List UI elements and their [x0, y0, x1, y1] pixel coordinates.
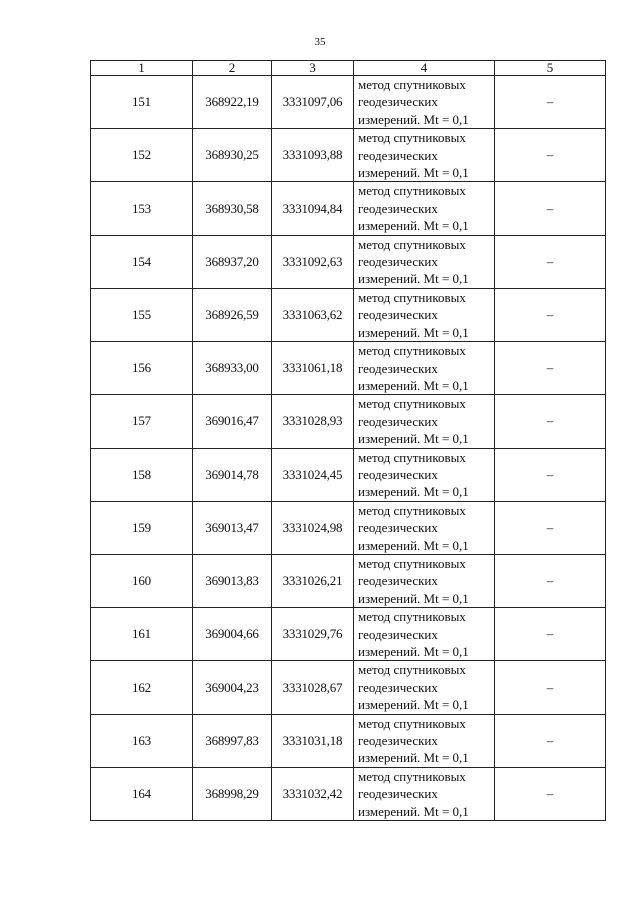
method-line: метод спутниковых — [358, 715, 466, 731]
y-coordinate-cell: 3331028,93 — [272, 395, 354, 448]
table-row — [91, 395, 606, 448]
method-line: измерений. Mt = 0,1 — [358, 537, 469, 553]
method-line: геодезических — [358, 254, 438, 270]
method-line: измерений. Mt = 0,1 — [358, 644, 469, 659]
x-coordinate-cell: 369013,83 — [193, 554, 272, 607]
table-row — [91, 182, 606, 235]
table-row — [91, 608, 606, 661]
method-line: метод спутниковых — [358, 396, 466, 412]
method-cell — [354, 661, 495, 714]
x-coordinate-cell: 368998,29 — [193, 767, 272, 820]
table-row — [91, 448, 606, 501]
method-line: геодезических — [358, 466, 438, 482]
note-cell: – — [495, 129, 606, 182]
table-row — [91, 76, 606, 129]
header-col-3: 3 — [272, 61, 354, 76]
y-coordinate-cell: 3331031,18 — [272, 714, 354, 767]
method-line: метод спутниковых — [358, 609, 466, 625]
note-cell: – — [495, 76, 606, 129]
note-cell: – — [495, 714, 606, 767]
x-coordinate-cell: 368930,25 — [193, 129, 272, 182]
x-coordinate-cell: 369014,78 — [193, 448, 272, 501]
method-line: геодезических — [358, 786, 438, 802]
method-line: метод спутниковых — [358, 662, 466, 678]
method-line: измерений. Mt = 0,1 — [358, 803, 469, 819]
y-coordinate-cell: 3331024,98 — [272, 501, 354, 554]
y-coordinate-cell: 3331093,88 — [272, 129, 354, 182]
method-line: геодезических — [358, 94, 438, 110]
method-cell — [354, 501, 495, 554]
x-coordinate-cell: 368937,20 — [193, 235, 272, 288]
method-line: метод спутниковых — [358, 77, 466, 92]
point-number-cell: 158 — [91, 448, 193, 501]
method-cell — [354, 448, 495, 501]
method-line: измерений. Mt = 0,1 — [358, 750, 469, 766]
note-cell: – — [495, 288, 606, 341]
method-line: геодезических — [358, 360, 438, 376]
table-row — [91, 714, 606, 767]
table-row — [91, 661, 606, 714]
method-line: геодезических — [358, 733, 438, 749]
method-line: метод спутниковых — [358, 502, 466, 518]
note-cell: – — [495, 608, 606, 661]
table-row — [91, 501, 606, 554]
header-col-5: 5 — [495, 61, 606, 76]
method-line: метод спутниковых — [358, 555, 466, 571]
header-row — [91, 61, 606, 76]
method-line: измерений. Mt = 0,1 — [358, 111, 469, 127]
method-cell — [354, 767, 495, 820]
method-cell — [354, 554, 495, 607]
y-coordinate-cell: 3331092,63 — [272, 235, 354, 288]
method-cell — [354, 288, 495, 341]
point-number-cell: 163 — [91, 714, 193, 767]
method-line: метод спутниковых — [358, 130, 466, 146]
header-col-1: 1 — [91, 61, 193, 76]
x-coordinate-cell: 368997,83 — [193, 714, 272, 767]
x-coordinate-cell: 369004,66 — [193, 608, 272, 661]
note-cell: – — [495, 554, 606, 607]
method-line: метод спутниковых — [358, 449, 466, 465]
method-line: измерений. Mt = 0,1 — [358, 271, 469, 287]
method-line: измерений. Mt = 0,1 — [358, 590, 469, 606]
method-cell — [354, 342, 495, 395]
point-number-cell: 151 — [91, 76, 193, 129]
point-number-cell: 162 — [91, 661, 193, 714]
coordinates-table — [90, 60, 606, 821]
header-col-2: 2 — [193, 61, 272, 76]
method-line: измерений. Mt = 0,1 — [358, 697, 469, 713]
point-number-cell: 157 — [91, 395, 193, 448]
point-number-cell: 153 — [91, 182, 193, 235]
note-cell: – — [495, 448, 606, 501]
x-coordinate-cell: 369004,23 — [193, 661, 272, 714]
note-cell: – — [495, 182, 606, 235]
note-cell: – — [495, 501, 606, 554]
y-coordinate-cell: 3331032,42 — [272, 767, 354, 820]
method-line: измерений. Mt = 0,1 — [358, 324, 469, 340]
method-line: метод спутниковых — [358, 289, 466, 305]
method-line: метод спутниковых — [358, 768, 466, 784]
x-coordinate-cell: 369016,47 — [193, 395, 272, 448]
method-line: геодезических — [358, 573, 438, 589]
note-cell: – — [495, 395, 606, 448]
note-cell: – — [495, 661, 606, 714]
point-number-cell: 156 — [91, 342, 193, 395]
method-line: измерений. Mt = 0,1 — [358, 484, 469, 500]
y-coordinate-cell: 3331029,76 — [272, 608, 354, 661]
method-line: измерений. Mt = 0,1 — [358, 431, 469, 447]
method-cell — [354, 714, 495, 767]
method-line: измерений. Mt = 0,1 — [358, 218, 469, 234]
method-line: метод спутниковых — [358, 183, 466, 199]
x-coordinate-cell: 368930,58 — [193, 182, 272, 235]
table-header — [91, 61, 606, 76]
table-row — [91, 342, 606, 395]
table-row — [91, 767, 606, 820]
y-coordinate-cell: 3331026,21 — [272, 554, 354, 607]
point-number-cell: 161 — [91, 608, 193, 661]
method-line: геодезических — [358, 520, 438, 536]
method-line: геодезических — [358, 147, 438, 163]
x-coordinate-cell: 369013,47 — [193, 501, 272, 554]
x-coordinate-cell: 368926,59 — [193, 288, 272, 341]
method-cell — [354, 182, 495, 235]
point-number-cell: 159 — [91, 501, 193, 554]
y-coordinate-cell: 3331024,45 — [272, 448, 354, 501]
method-line: геодезических — [358, 200, 438, 216]
method-cell — [354, 129, 495, 182]
method-cell — [354, 395, 495, 448]
method-cell — [354, 235, 495, 288]
point-number-cell: 155 — [91, 288, 193, 341]
table-row — [91, 554, 606, 607]
method-line: геодезических — [358, 679, 438, 695]
note-cell: – — [495, 767, 606, 820]
x-coordinate-cell: 368922,19 — [193, 76, 272, 129]
note-cell: – — [495, 342, 606, 395]
note-cell: – — [495, 235, 606, 288]
y-coordinate-cell: 3331063,62 — [272, 288, 354, 341]
point-number-cell: 164 — [91, 767, 193, 820]
table-row — [91, 235, 606, 288]
y-coordinate-cell: 3331097,06 — [272, 76, 354, 129]
method-line: геодезических — [358, 307, 438, 323]
table-body — [91, 76, 606, 821]
y-coordinate-cell: 3331028,67 — [272, 661, 354, 714]
table-row — [91, 288, 606, 341]
method-line: геодезических — [358, 626, 438, 642]
method-line: метод спутниковых — [358, 236, 466, 252]
method-line: метод спутниковых — [358, 343, 466, 359]
y-coordinate-cell: 3331061,18 — [272, 342, 354, 395]
point-number-cell: 160 — [91, 554, 193, 607]
method-line: измерений. Mt = 0,1 — [358, 377, 469, 393]
x-coordinate-cell: 368933,00 — [193, 342, 272, 395]
page-number: 35 — [314, 36, 326, 48]
method-cell — [354, 608, 495, 661]
point-number-cell: 154 — [91, 235, 193, 288]
method-line: геодезических — [358, 413, 438, 429]
table-row — [91, 129, 606, 182]
point-number-cell: 152 — [91, 129, 193, 182]
header-col-4: 4 — [354, 61, 495, 76]
method-cell — [354, 76, 495, 129]
y-coordinate-cell: 3331094,84 — [272, 182, 354, 235]
method-line: измерений. Mt = 0,1 — [358, 165, 469, 181]
